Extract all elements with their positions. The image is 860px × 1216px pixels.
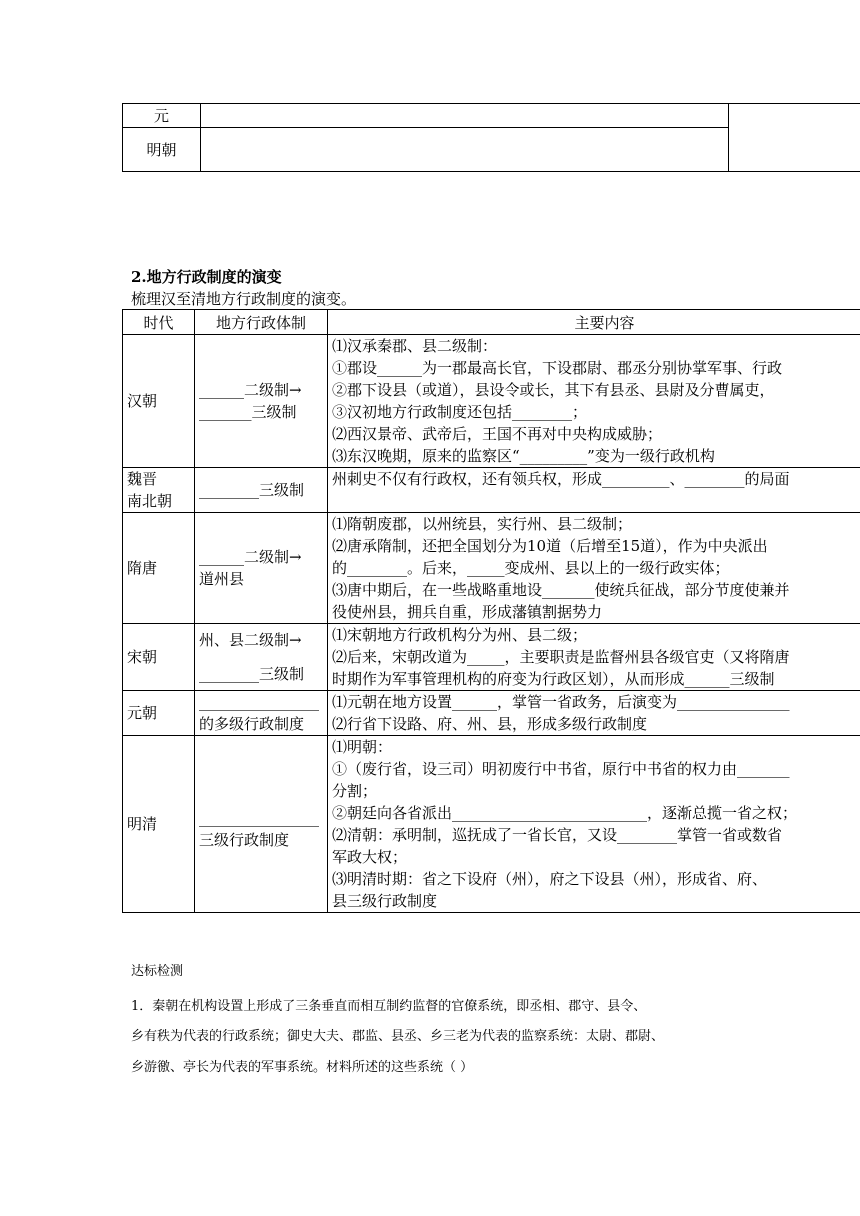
content-cell bbox=[201, 104, 729, 128]
system-line: ______二级制→ bbox=[199, 548, 302, 566]
era-cell: 明清 bbox=[123, 736, 195, 913]
content-line: ②郡下设县（或道），县设令或长，其下有县丞、县尉及分曹属吏， bbox=[332, 381, 775, 399]
section-subtitle: 梳理汉至清地方行政制度的演变。 bbox=[131, 290, 357, 308]
header-content: 主要内容 bbox=[328, 310, 860, 335]
content-line: 的________。后来，_____变成州、县以上的一级行政实体； bbox=[332, 559, 730, 577]
system-line: ________________ bbox=[199, 809, 319, 827]
system-line: _______三级制 bbox=[199, 403, 297, 421]
era-line: 南北朝 bbox=[127, 492, 173, 510]
era-cell: 隋唐 bbox=[123, 513, 195, 624]
content-line: 役使州县，拥兵自重，形成藩镇割据势力 bbox=[332, 603, 603, 621]
content-cell bbox=[328, 624, 860, 691]
content-line: ⑴元朝在地方设置______，掌管一省政务，后演变为_______________ bbox=[332, 693, 790, 711]
content-line: ⑴隋朝废郡，以州统县，实行州、县二级制； bbox=[332, 515, 633, 533]
content-cell bbox=[201, 128, 729, 172]
content-line: 县三级行政制度 bbox=[332, 892, 438, 910]
table-row bbox=[123, 691, 860, 736]
evolution-table bbox=[122, 309, 860, 913]
table-row bbox=[123, 513, 860, 624]
system-cell bbox=[195, 335, 328, 468]
content-line: ⑵唐承隋制，还把全国划分为10道（后增至15道），作为中央派出 bbox=[332, 537, 768, 555]
content-line: ①（废行省，设三司）明初废行中书省，原行中书省的权力由_______ bbox=[332, 760, 790, 778]
content-line: 军政大权； bbox=[332, 848, 408, 866]
table-row bbox=[123, 335, 860, 468]
header-system: 地方行政体制 bbox=[195, 310, 328, 335]
content-line: 州刺史不仅有行政权，还有领兵权，形成_________、________的局面 bbox=[332, 470, 790, 488]
system-line: 州、县二级制→ bbox=[199, 631, 302, 649]
system-cell bbox=[195, 624, 328, 691]
era-cell: 元朝 bbox=[123, 691, 195, 736]
content-line: 时期作为军事管理机构的府变为行政区划），从而形成______三级制 bbox=[332, 670, 775, 688]
era-cell: 元 bbox=[123, 104, 201, 128]
content-line: ②朝廷向各省派出__________________________，逐渐总揽一省之权； bbox=[332, 804, 798, 822]
content-line: ③汉初地方行政制度还包括________； bbox=[332, 403, 588, 421]
system-line: ________________ bbox=[199, 693, 319, 711]
table-row bbox=[123, 736, 860, 913]
content-line: ⑵清朝：承明制，巡抚成了一省长官，又设________掌管一省或数省 bbox=[332, 826, 783, 844]
content-line: ⑶唐中期后，在一些战略重地设_______使统兵征战，部分节度使兼并 bbox=[332, 581, 790, 599]
content-cell bbox=[328, 736, 860, 913]
era-cell: 汉朝 bbox=[123, 335, 195, 468]
content-line: ⑵西汉景帝、武帝后，王国不再对中央构成威胁； bbox=[332, 425, 663, 443]
content-line: ①郡设______为一郡最高长官，下设郡尉、郡丞分别协掌军事、行政 bbox=[332, 359, 783, 377]
system-cell bbox=[195, 736, 328, 913]
section-title: 2.地方行政制度的演变 bbox=[131, 268, 282, 286]
content-line: ⑶明清时期：省之下设府（州），府之下设县（州），形成省、府、 bbox=[332, 870, 768, 888]
top-table bbox=[122, 103, 860, 172]
question-line: 1．秦朝在机构设置上形成了三条垂直而相互制约监督的官僚系统，即丞相、郡守、县令、 bbox=[131, 999, 647, 1014]
content-line: ⑶东汉晚期，原来的监察区“_________”变为一级行政机构 bbox=[332, 447, 715, 465]
content-line: ⑵后来，宋朝改道为_____，主要职责是监督州县各级官吏（又将隋唐 bbox=[332, 648, 790, 666]
era-cell bbox=[123, 468, 195, 513]
system-cell bbox=[195, 513, 328, 624]
content-line: ⑵行省下设路、府、州、县，形成多级行政制度 bbox=[332, 715, 648, 733]
system-cell bbox=[195, 691, 328, 736]
content-line: 分割； bbox=[332, 782, 378, 800]
exam-title: 达标检测 bbox=[131, 964, 184, 979]
side-cell bbox=[729, 104, 860, 172]
content-line: ⑴宋朝地方行政机构分为州、县二级； bbox=[332, 626, 588, 644]
system-cell bbox=[195, 468, 328, 513]
content-cell bbox=[328, 691, 860, 736]
content-cell bbox=[328, 468, 860, 513]
era-line: 魏晋 bbox=[127, 470, 158, 488]
header-era: 时代 bbox=[123, 310, 195, 335]
system-line: 三级行政制度 bbox=[199, 831, 290, 849]
system-line: 的多级行政制度 bbox=[199, 715, 305, 733]
system-line: 道州县 bbox=[199, 570, 245, 588]
question-line: 乡有秩为代表的行政系统；御史大夫、郡监、县丞、乡三老为代表的监察系统：太尉、郡尉、 bbox=[131, 1029, 665, 1044]
era-cell: 宋朝 bbox=[123, 624, 195, 691]
system-line: ________三级制 bbox=[199, 481, 305, 499]
content-cell bbox=[328, 335, 860, 468]
content-cell bbox=[328, 513, 860, 624]
question-line: 乡游徼、亭长为代表的军事系统。材料所述的这些系统（ ） bbox=[131, 1060, 474, 1075]
content-line: ⑴汉承秦郡、县二级制： bbox=[332, 337, 498, 355]
system-line: ______二级制→ bbox=[199, 381, 302, 399]
system-line: ________三级制 bbox=[199, 665, 305, 683]
table-row bbox=[123, 624, 860, 691]
era-cell: 明朝 bbox=[123, 128, 201, 172]
content-line: ⑴明朝： bbox=[332, 738, 393, 756]
table-row bbox=[123, 468, 860, 513]
